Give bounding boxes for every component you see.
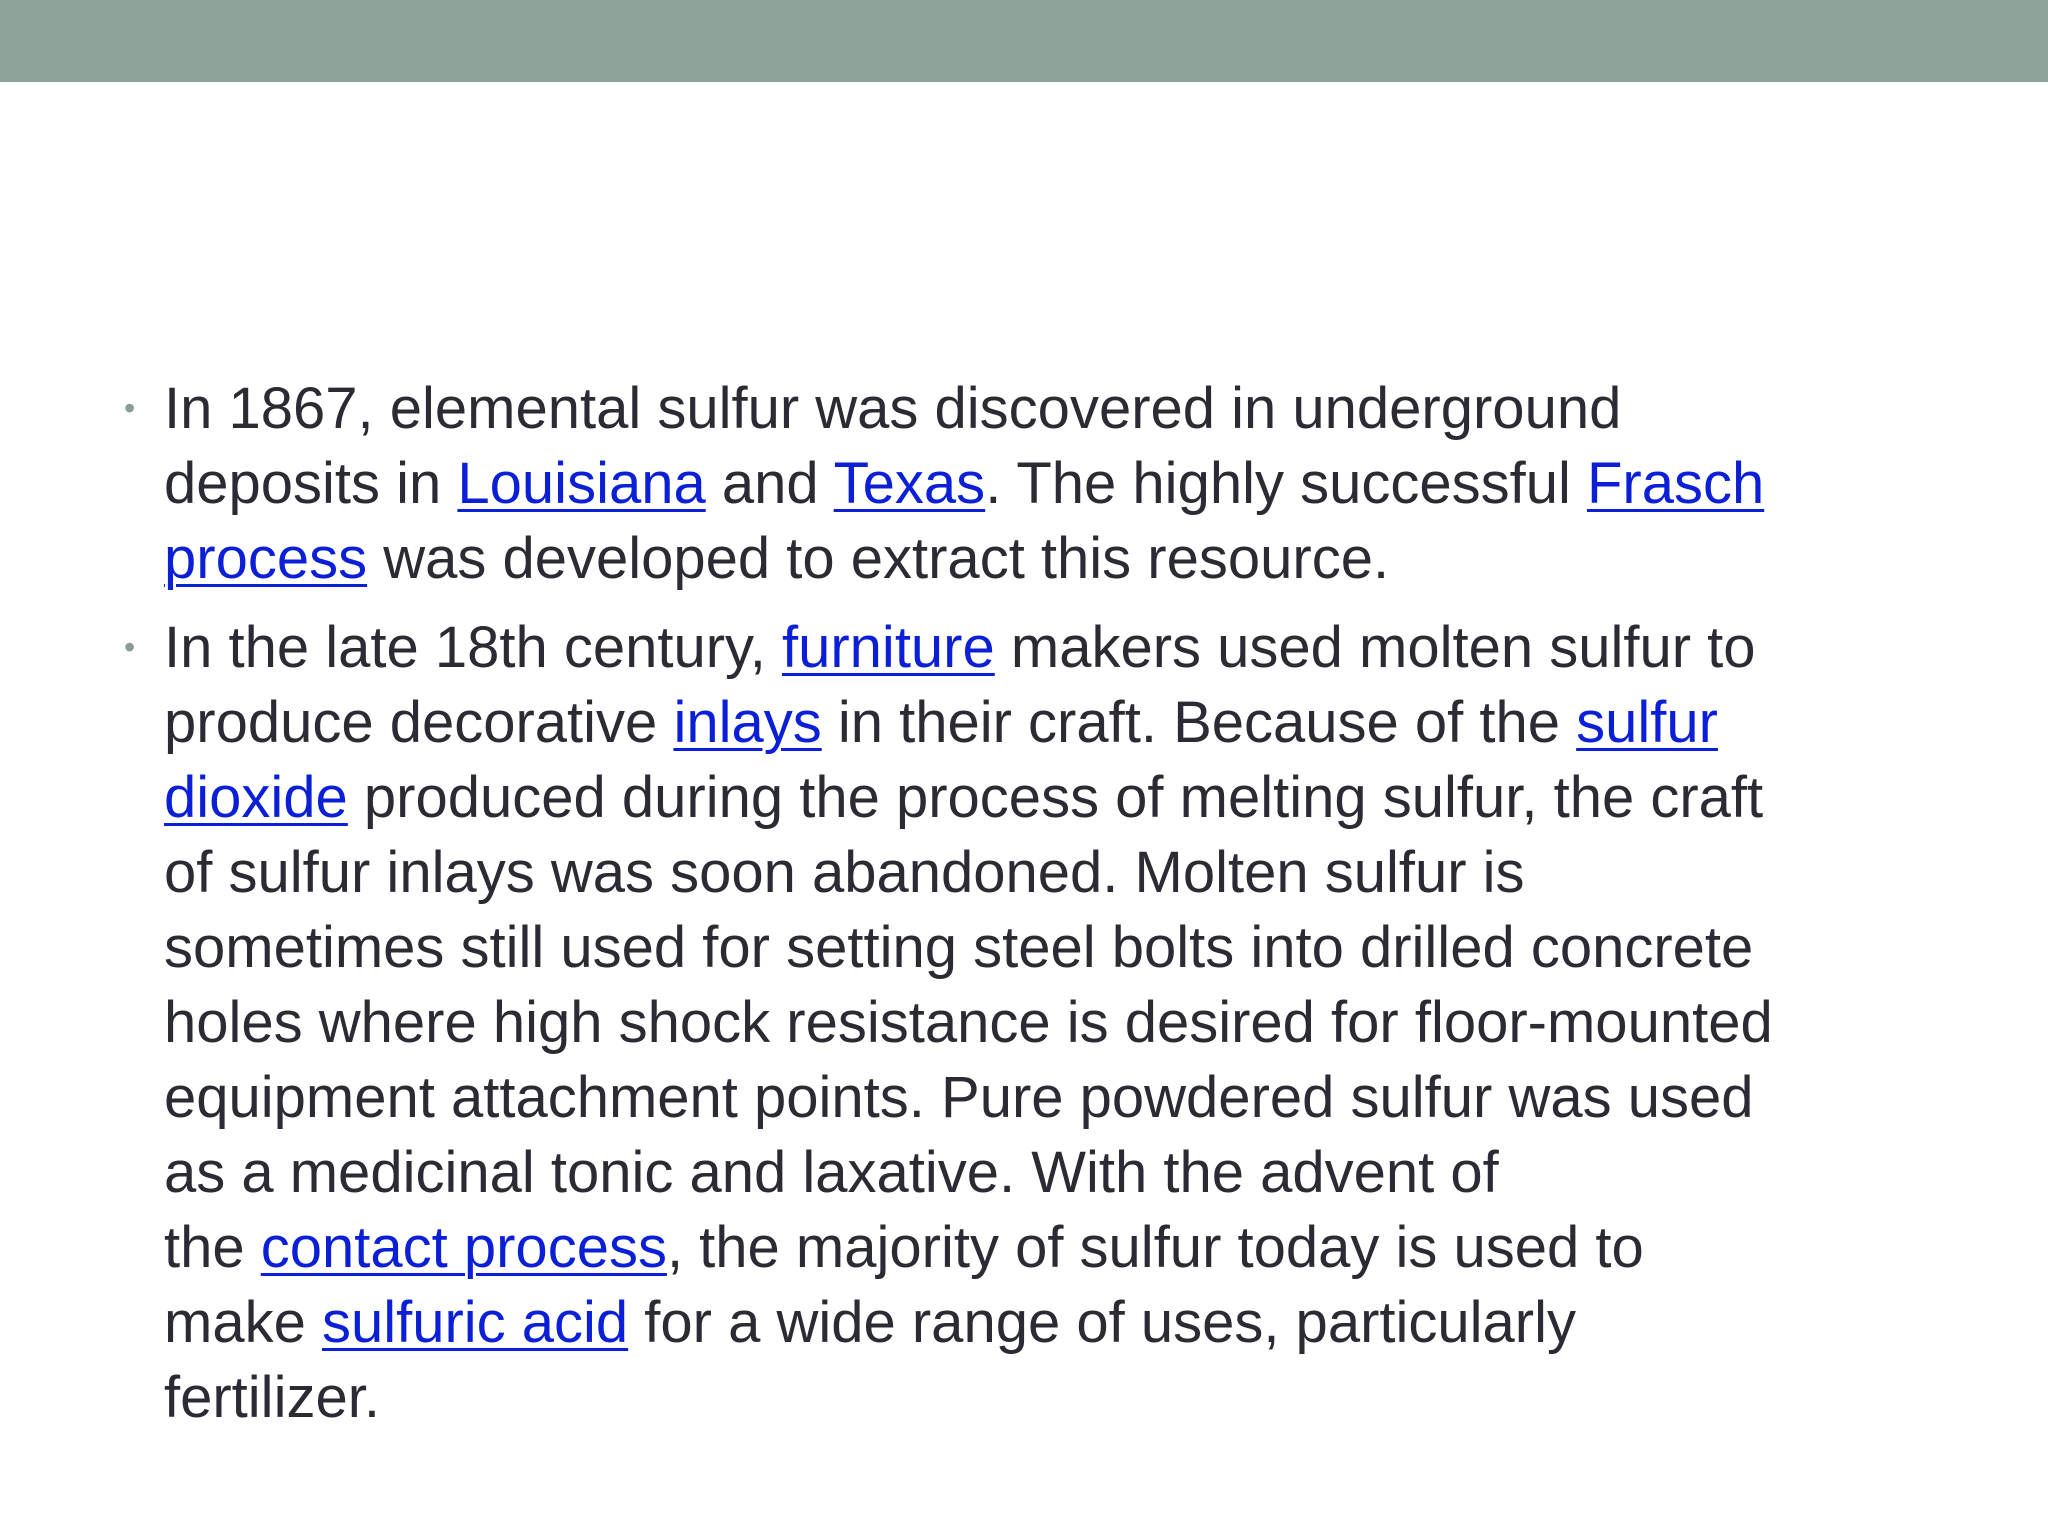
hyperlink[interactable]: Louisiana	[457, 451, 706, 516]
text-line	[164, 835, 1912, 910]
hyperlink[interactable]: dioxide	[164, 765, 348, 830]
text-run: was developed to extract this resource.	[367, 526, 1390, 591]
slide-header-band	[0, 0, 2048, 82]
bullet-dot-icon: •	[124, 390, 136, 426]
text-run: and	[705, 451, 834, 516]
text-run: fertilizer.	[164, 1365, 380, 1430]
text-line	[164, 371, 1912, 446]
text-line	[164, 446, 1912, 521]
hyperlink[interactable]: sulfuric acid	[321, 1290, 629, 1355]
hyperlink[interactable]: sulfur	[1576, 690, 1718, 755]
text-run: for a wide range of uses, particularly	[628, 1290, 1576, 1355]
text-run: . The highly successful	[985, 451, 1587, 516]
text-line	[164, 760, 1912, 835]
text-line	[164, 521, 1912, 596]
text-line	[164, 685, 1912, 760]
text-run: the	[164, 1215, 261, 1280]
text-run: deposits in	[164, 451, 458, 516]
hyperlink[interactable]: Frasch	[1586, 451, 1765, 516]
bullet-list	[112, 371, 1912, 1449]
hyperlink[interactable]: inlays	[673, 690, 822, 755]
text-line	[164, 1360, 1912, 1435]
text-run: makers used molten sulfur to	[994, 615, 1756, 680]
text-run: of sulfur inlays was soon abandoned. Molten sulfur is	[164, 840, 1525, 905]
text-run: In the late 18th century,	[164, 615, 782, 680]
text-run: holes where high shock resistance is desired for floor-mounted	[164, 990, 1773, 1055]
text-line	[164, 1060, 1912, 1135]
hyperlink[interactable]: Texas	[833, 451, 986, 516]
hyperlink[interactable]: furniture	[781, 615, 995, 680]
text-run: produced during the process of melting sulfur, the craft	[347, 765, 1764, 830]
hyperlink[interactable]: contact process	[260, 1215, 667, 1280]
bullet-dot-icon: •	[124, 629, 136, 665]
text-run: sometimes still used for setting steel bolts into drilled concrete	[164, 915, 1754, 980]
text-run: equipment attachment points. Pure powdered sulfur was used	[164, 1065, 1754, 1130]
text-line	[164, 1285, 1912, 1360]
text-run: In 1867, elemental sulfur was discovered in underground	[164, 376, 1622, 441]
text-run: , the majority of sulfur today is used to	[666, 1215, 1644, 1280]
text-line	[164, 910, 1912, 985]
text-line	[164, 610, 1912, 685]
text-line	[164, 1135, 1912, 1210]
text-run: make	[164, 1290, 322, 1355]
text-line	[164, 1210, 1912, 1285]
bullet-item	[112, 371, 1912, 596]
text-run: as a medicinal tonic and laxative. With the advent of	[164, 1140, 1499, 1205]
hyperlink[interactable]: process	[164, 526, 368, 591]
text-run: in their craft. Because of the	[821, 690, 1577, 755]
bullet-item	[112, 610, 1912, 1435]
text-line	[164, 985, 1912, 1060]
text-run: produce decorative	[164, 690, 674, 755]
